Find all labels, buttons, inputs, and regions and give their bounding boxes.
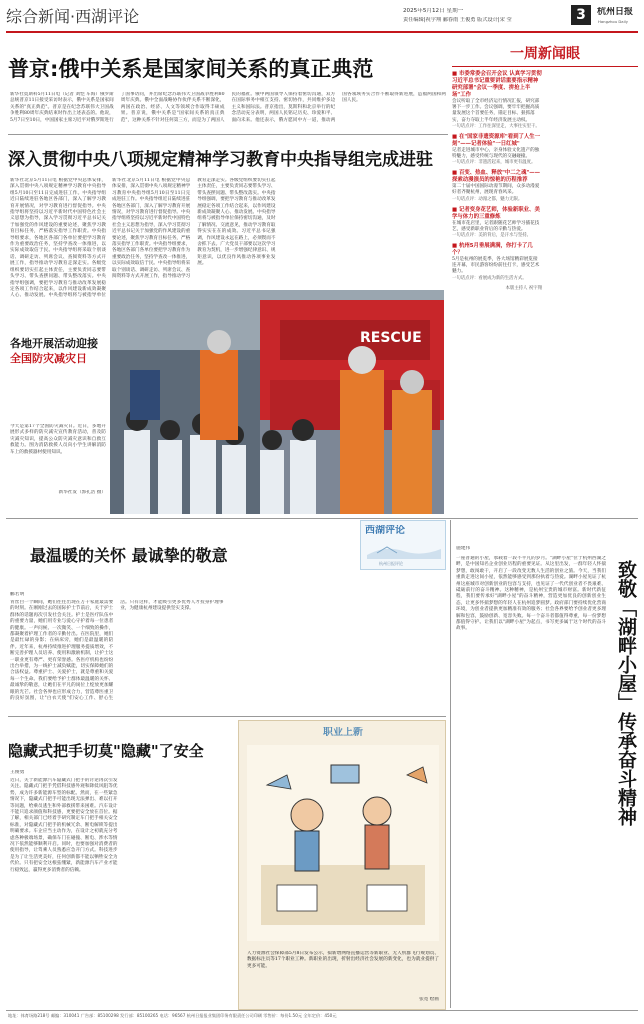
sidebar-item-title: ■ 百变、热血、释放"中二之魂"——探索动漫演员的惊艳的历程推荐 xyxy=(452,170,541,184)
photo-title-top: 各地开展活动迎接 xyxy=(10,337,98,350)
section-title: 综合新闻·西湖评论 xyxy=(6,7,140,26)
sidebar-item-body: 会议听取了全市经济运行情况汇报，研究部署下一步工作。会议强调，要牢牢把握高质量发展这个首要任务，锚定目标、狠抓落实，奋力夺取上半年经济发展主动权。 xyxy=(452,99,540,123)
sidebar-item-body: 记者走进城市中心，亲身体验文化遗产的独特魅力，感受传统与现代的交融碰撞。 xyxy=(452,147,540,160)
article4-body: 近日，关于新能源汽车隐藏式门把手的讨论再次引发关注。隐藏式门把手凭借科技感外观和降低风阻等优势，成为许多新能源车型的标配。然而，在一些紧急情况下，隐藏式门把手可能出现无法弹出、难以打开等问题，给乘员逃生和外部救援带来困难。汽车设计不能只追求颜值和科技感，更要把安全放在首位。据了解，相关部门已经着手研究制定车门把手相关安全标准，对隐藏式门把手的机械冗余、断电解锁等提出明确要求。车企应当主动作为，在设计之初就充分考虑各种极端场景，确保车门在碰撞、断电、涉水等情况下依然能够顺利开启。同时，也要加强对消费者的使用指导，让驾乘人员熟悉应急开门方式。科技进步是为了让生活更美好，任何创新都不能以牺牲安全为代价。只有把安全这根弦绷紧，新能源汽车产业才能行稳致远，赢得更多消费者的信赖。 xyxy=(10,778,118,873)
footer-line: 地址：体育场路218号 邮编：310041 广告部：85100298 发行部：85100265 电话：96567 杭州日报报业集团印务有限责任公司印刷 零售价：每份1.50元 全年定价：450元 xyxy=(8,1013,337,1018)
right-feature-headline: 致敬「湖畔小屋」传承奋斗精神 xyxy=(615,560,637,826)
editorial-author: 郦若明 xyxy=(10,592,25,597)
right-feature-author: 施建伟 xyxy=(456,546,471,551)
sidebar-item-title: ■ 在"国家非遗资源库"看到了人生一刻"——记者体验"一日红城" xyxy=(452,133,541,147)
article1-body: 新华社莫斯科5月11日电（记者 刘恺 车海）俄罗斯总统普京11日接受采访时表示，俄中关系是国家间关系的"真正典范"。普京是在纪念苏联伟大卫国战争胜利80周年庆典结束时作出上述表态的。他说，5月7日至10日，中国国家主席习近平对俄罗斯进行了国事访问，并出席纪念苏联伟大卫国战争胜利80周年庆典。俄中全面战略协作伙伴关系不断深化，两国在政治、经济、人文等领域合作取得丰硕成果。普京说，俄中关系是"国家间关系的真正典范"，这种关系不针对任何第三方，而是为了两国人民的福祉。俄中两国领导人保持着密切沟通，双方在国际事务中相互支持、密切协作，共同维护多边主义和国际法。普京指出，莫斯科和北京举行的纪念活动充分表明，两国人民铭记历史、珍爱和平、面向未来。他还表示，俄方愿同中方一道，推动两国各领域务实合作不断取得新进展，造福两国和两国人民。 xyxy=(10,92,446,123)
page-number: 3 xyxy=(571,5,591,25)
article1-headline: 普京:俄中关系是国家间关系的真正典范 xyxy=(8,57,374,81)
sidebar-item-note: 一句话点评：动漫之都，魅力无限。 xyxy=(452,196,523,202)
sidebar-item-title: ■ 记者变身花艺师，体验新职业、美学与体力的三重修炼 xyxy=(452,206,540,220)
article4-headline: 隐藏式把手切莫"隐藏"了安全 xyxy=(8,742,204,760)
editorial-headline: 最温暖的关怀 最诚挚的敬意 xyxy=(30,546,228,565)
editorial-logo-subtitle: 杭州日报评论 xyxy=(379,561,403,566)
photo-firefighters xyxy=(110,290,444,514)
photo-title-bottom: 全国防灾减灾日 xyxy=(10,352,87,365)
truck-text: RESCUE xyxy=(360,330,422,346)
cartoon xyxy=(238,720,446,1010)
sidebar-item-body: 第二十届中国国际动漫节期间，众多动漫爱好者齐聚杭州，展现青春风采。 xyxy=(452,184,540,196)
sidebar-item-4 xyxy=(452,207,542,239)
sidebar-item-note: 一句话点评：非遗活起来，城市更有温度。 xyxy=(452,160,536,166)
article2-headline: 深入贯彻中央八项规定精神学习教育中央指导组完成进驻 xyxy=(8,150,433,170)
divider-vertical xyxy=(450,520,451,1008)
editorial-body: 青丝白一个瞬间，她们往往出现在万千家庭最需要的时刻。在刚刚过去的国际护士节前后，关于护士群体的话题再次引发社会关注。护士是医疗队伍中的重要力量，她们用专业与爱心守护着每一位患者的健康。一声问候、一次微笑、一个细致的操作，都凝聚着护理工作者的辛勤付出。在医院里，她们是最忙碌的身影；在病床旁，她们是最温暖的陪伴。近年来，杭州持续推进护理服务提质增效，不断完善护理人员培养、使用和激励机制，让护士这一职业更有尊严、更有荣誉感。各医疗机构也纷纷出台举措，为一线护士减负赋能，切实保障她们的合法权益。尊重护士、关爱护士，就是尊重和关爱每一个生命。我们要给予护士群体最温暖的关怀、最诚挚的敬意，让她们在平凡的岗位上绽放更加耀眼的光芒。社会各界也应形成合力，营造尊医重卫的良好氛围，让"白衣天使"们安心工作、舒心生活。只有这样，才能吸引更多优秀人才投身护理事业，为健康杭州建设提供坚实支撑。 xyxy=(10,600,224,702)
cartoon-caption: 人力资源社会保障部5月8日发布公示，拟新增网络直播运营等新职业、无人机群飞行规划员、数据标注员等17个职业工种。新职业的出现，折射出经济社会发展的新变化，也为就业提供了更多可能。 xyxy=(247,951,439,969)
cartoon-drawing xyxy=(247,745,439,941)
sidebar-item-title: ■ 杭州5月垂展满满，你打卡了几个？ xyxy=(452,243,533,257)
paper-name-en: Hangzhou Daily xyxy=(598,19,628,24)
cartoon-title: 职业上新 xyxy=(323,727,363,738)
editorial-logo-title: 西湖评论 xyxy=(365,525,405,536)
divider-2 xyxy=(6,518,638,519)
sidebar-item-note: 一句话点评：看展成为新的生活方式。 xyxy=(452,275,527,281)
sidebar-title: 一周新闻眼 xyxy=(510,46,580,62)
sidebar-item-title: ■ 市委常委会召开会议 认真学习贯彻习近平总书记重要讲话重要指示精神 研究部署"会议一季度、拼抢上半场"工作 xyxy=(452,71,542,98)
article2-body-right: 新华社北京5月11日电 根据党中央总体安排，深入贯彻中央八项规定精神学习教育中央指导组5月10日至11日完成进驻工作。中央指导组近日陆续进驻各地区各部门，深入了解学习教育开展情况，对学习教育进行督促指导。中央指导组将坚持以习近平新时代中国特色社会主义思想为指导，深入学习贯彻习近平总书记关于加强党的作风建设的重要论述，聚焦学习教育目标任务，严格落实指导工作职责。中央指导组要求，各地区各部门各单位要把学习教育作为重要政治任务，坚持学查改一体推进，以实际成效取信于民。中央指导组将采取个别谈话、调研走访、列席会议、查阅资料等方式开展工作，指导推动学习教育走深走实。各级党组织要切实扛起主体责任，主要负责同志要带头学习、带头查摆问题、带头整改落实。中央指导组强调，要把学习教育与推动改革发展稳定各项工作结合起来，以作风建设新成效凝聚人心、推动发展。中央指导组将与被指导单位保持密切沟通，及时了解情况、交流意见，推动学习教育取得实实在在的成效。习近平总书记强调，作风建设永远在路上，必须锲而不舍抓下去。广大党员干部要以这次学习教育为契机，进一步增强纪律意识、规矩意识，以优良作风推动各项事业发展。 xyxy=(112,178,276,280)
editorial-logo xyxy=(360,520,446,570)
photo-caption: 今天是第17个全国防灾减灾日。近日，多地开展形式多样的防灾减灾宣传教育活动，普及防灾减灾知识，提高公众防灾减灾意识和自救互救能力。图为消防救援人员向小学生讲解消防车上的救援器材使用知识。 xyxy=(10,424,106,455)
sidebar-item-3 xyxy=(452,170,542,202)
sidebar-item-note: 一句话点评：工作往深里走，大事往实里干。 xyxy=(452,123,540,129)
photo-credit: 新华社发（郭孔浩 摄） xyxy=(58,490,106,495)
sidebar-item-2 xyxy=(452,134,542,166)
paper-name: 杭州日报 xyxy=(597,7,634,17)
date-line: 2025年5月12日 星期一 xyxy=(403,8,464,14)
divider-3 xyxy=(8,716,446,717)
divider-1 xyxy=(8,134,448,135)
sidebar-item-5 xyxy=(452,243,542,282)
masthead-rule xyxy=(6,31,638,33)
sidebar-rule xyxy=(452,66,638,67)
article4-author: 王俊勇 xyxy=(10,770,25,775)
sidebar-item-note: 一句话点评：美的背后，是汗水与坚持。 xyxy=(452,233,532,239)
staff-line: 责任编辑|祝宇翔 郦春雨 王俊勇 版式设计|宋 莹 xyxy=(403,17,512,23)
sidebar-item-body: 5月是杭州的展览季，各大场馆精彩展览接连开幕，市民游客纷纷前往打卡，感受艺术魅力。 xyxy=(452,257,540,275)
right-feature-body: 一座普通的小屋，承载着一段不平凡的岁月。"湖畔小屋"位于杭州西湖之畔，是中国知名企业创业历程的重要见证。从这里出发，一群年轻人怀揣梦想，敢闯敢干，开启了一段改变无数人生活的创业之旅。今天，当我们重新走进这间小屋，依然能够感受到那份执着与热爱。湖畔小屋见证了杭州这座城市对创新创业的包容与支持，也见证了一代代创业者不畏艰难、砥砺前行的奋斗精神。这种精神，是杭州宝贵的城市财富。新时代新征程，我们要传承好"湖畔小屋"的奋斗精神，营造更加优良的创新创业生态，让更多怀揣梦想的年轻人在杭州追梦圆梦。政府部门要持续优化营商环境，为创业者提供更加精准有效的服务；社会各界要给予创业者更多理解和包容，鼓励创新、宽容失败。每一个奋斗者都值得尊重，每一份梦想都值得守护。让我们以"湖畔小屋"为起点，书写更多属于这个时代的奋斗故事。 xyxy=(456,556,606,632)
sidebar-items xyxy=(452,71,638,501)
cartoon-credit: 张宽 绘画 xyxy=(419,997,439,1002)
masthead xyxy=(0,0,644,32)
photo-scene xyxy=(110,290,444,514)
photo-title-box xyxy=(10,336,106,376)
article2-body-left: 新华社北京5月11日电 根据党中央总体安排，深入贯彻中央八项规定精神学习教育中央指导组5月10日至11日完成进驻工作。中央指导组近日陆续进驻各地区各部门，深入了解学习教育开展情况，对学习教育进行督促指导。中央指导组将坚持以习近平新时代中国特色社会主义思想为指导，深入学习贯彻习近平总书记关于加强党的作风建设的重要论述，聚焦学习教育目标任务，严格落实指导工作职责。中央指导组要求，各地区各部门各单位要把学习教育作为重要政治任务，坚持学查改一体推进，以实际成效取信于民。中央指导组将采取个别谈话、调研走访、列席会议、查阅资料等方式开展工作，指导推动学习教育走深走实。各级党组织要切实扛起主体责任，主要负责同志要带头学习、带头查摆问题、带头整改落实。中央指导组强调，要把学习教育与推动改革发展稳定各项工作结合起来，以作风建设新成效凝聚人心、推动发展。中央指导组将与被指导单位 xyxy=(10,178,106,299)
sidebar-footer: 本版主持人 祝宇翔 xyxy=(505,285,542,291)
sidebar-item-1 xyxy=(452,71,542,130)
sidebar xyxy=(452,44,638,510)
footer-rule xyxy=(6,1010,638,1011)
sidebar-item-body: 在城市花店里，记者跟随花艺师学习插花技艺，感受新职业背后的辛勤与热爱。 xyxy=(452,220,540,232)
lake-icon xyxy=(367,541,441,559)
